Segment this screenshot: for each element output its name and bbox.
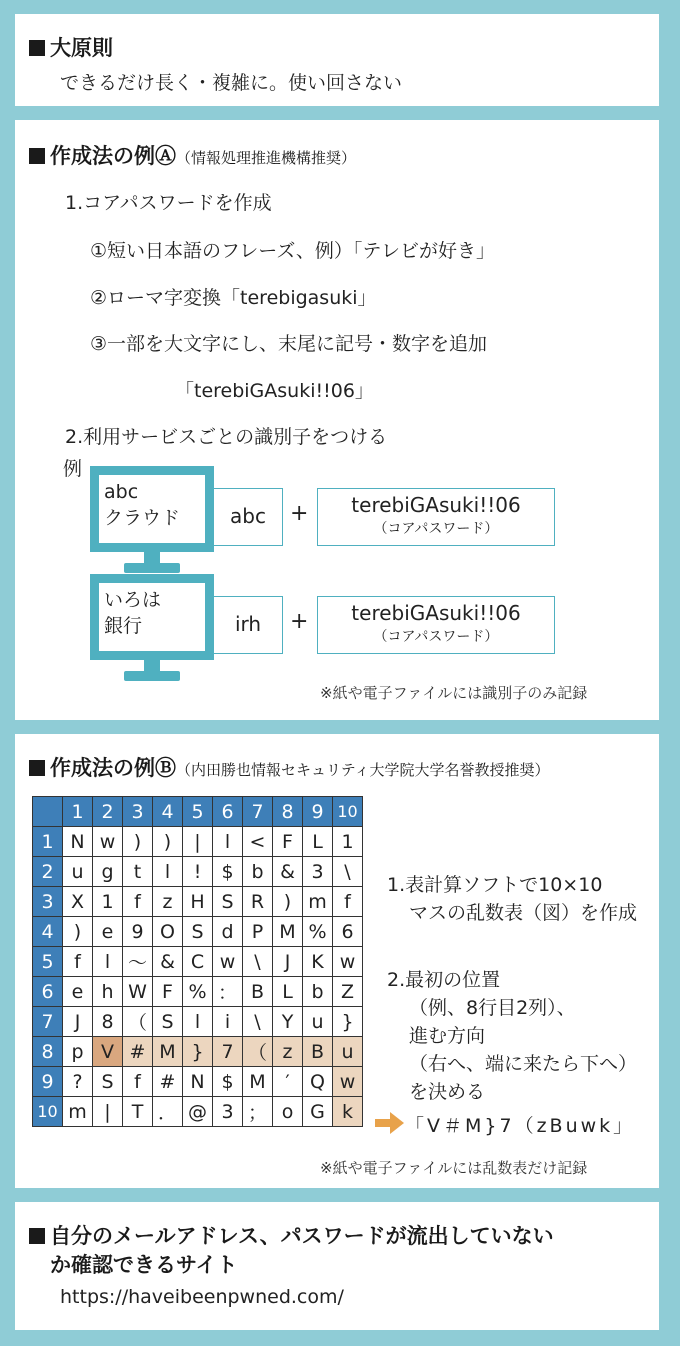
method-a-title: 作成法の例Ⓐ <box>50 144 176 168</box>
grid-cell: 3 <box>213 1097 243 1127</box>
grid-cell: （ <box>243 1037 273 1067</box>
square-bullet-icon <box>29 1228 45 1244</box>
grid-cell: u <box>333 1037 363 1067</box>
core-password-text: terebiGAsuki!!06 <box>351 493 521 517</box>
grid-header-row <box>33 797 363 827</box>
grid-cell: W <box>123 977 153 1007</box>
grid-cell: l <box>93 947 123 977</box>
grid-row-header: 9 <box>33 1067 63 1097</box>
monitor-base <box>124 671 180 681</box>
grid-cell: ． <box>153 1097 183 1127</box>
grid-row-header: 2 <box>33 857 63 887</box>
grid-cell: } <box>333 1007 363 1037</box>
method-b-note: ※紙や電子ファイルには乱数表だけ記録 <box>320 1159 588 1177</box>
grid-cell: b <box>243 857 273 887</box>
identifier-text: irh <box>234 612 262 636</box>
grid-cell: H <box>183 887 213 917</box>
core-password-note: （コアパスワード） <box>373 629 499 645</box>
method-a-sub3b: 「terebiGAsuki!!06」 <box>175 380 374 402</box>
grid-column-header: 3 <box>123 797 153 827</box>
method-a-step1 <box>65 188 272 215</box>
check-site-title-line1: 自分のメールアドレス、パスワードが流出していない <box>50 1224 554 1248</box>
grid-cell: X <box>63 887 93 917</box>
grid-cell: $ <box>213 857 243 887</box>
grid-cell: f <box>63 947 93 977</box>
grid-cell: 3 <box>303 857 333 887</box>
grid-cell: S <box>213 887 243 917</box>
arrow-right-icon <box>375 1112 405 1134</box>
grid-cell: R <box>243 887 273 917</box>
grid-row <box>33 887 363 917</box>
grid-cell: ： <box>213 977 243 1007</box>
grid-cell: k <box>333 1097 363 1127</box>
grid-row <box>33 1097 363 1127</box>
grid-cell: ～ <box>123 947 153 977</box>
method-a-subtitle: （情報処理推進機構推奨） <box>176 149 357 167</box>
grid-cell: e <box>63 977 93 1007</box>
example-label: 例 <box>63 458 83 480</box>
grid-cell: i <box>213 1007 243 1037</box>
method-b-step2-line2: （例、8行目2列）、 <box>409 997 576 1019</box>
grid-cell: < <box>243 827 273 857</box>
grid-row <box>33 917 363 947</box>
grid-cell: p <box>63 1037 93 1067</box>
grid-cell: B <box>243 977 273 1007</box>
grid-cell: l <box>183 1007 213 1037</box>
grid-row <box>33 827 363 857</box>
grid-cell: ) <box>153 827 183 857</box>
grid-cell: b <box>303 977 333 1007</box>
grid-cell: 7 <box>213 1037 243 1067</box>
grid-cell: f <box>123 887 153 917</box>
grid-cell: P <box>243 917 273 947</box>
grid-cell: l <box>213 827 243 857</box>
identifier-box <box>213 488 283 546</box>
principle-title: 大原則 <box>50 36 113 60</box>
method-a-heading <box>29 140 356 170</box>
grid-cell: d <box>213 917 243 947</box>
grid-cell: m <box>303 887 333 917</box>
grid-cell: f <box>333 887 363 917</box>
grid-cell: O <box>153 917 183 947</box>
method-a-step1-text: 1.コアパスワードを作成 <box>65 192 272 214</box>
method-a-note: ※紙や電子ファイルには識別子のみ記録 <box>320 684 588 702</box>
grid-cell: N <box>63 827 93 857</box>
grid-cell: l <box>153 857 183 887</box>
plus-sign: + <box>290 609 309 634</box>
grid-row-header: 3 <box>33 887 63 917</box>
grid-cell: o <box>273 1097 303 1127</box>
grid-cell: f <box>123 1067 153 1097</box>
grid-cell: S <box>93 1067 123 1097</box>
method-b-step2-line4: （右へ、端に来たら下へ） <box>409 1053 638 1075</box>
grid-cell: Q <box>303 1067 333 1097</box>
grid-column-header: 10 <box>333 797 363 827</box>
service-name-line1: いろは <box>104 589 162 611</box>
grid-row-header: 1 <box>33 827 63 857</box>
grid-cell: t <box>123 857 153 887</box>
grid-cell: # <box>153 1067 183 1097</box>
grid-cell: S <box>183 917 213 947</box>
grid-cell: g <box>93 857 123 887</box>
method-a-sub1: ①短い日本語のフレーズ、例）「テレビが好き」 <box>90 240 496 262</box>
method-b-result: 「V＃M}7（zBuwk」 <box>405 1115 636 1137</box>
grid-cell: N <box>183 1067 213 1097</box>
grid-corner-cell <box>33 797 63 827</box>
method-b-subtitle: （内田勝也情報セキュリティ大学院大学名誉教授推奨） <box>176 761 550 779</box>
grid-cell: Z <box>333 977 363 1007</box>
grid-cell: M <box>243 1067 273 1097</box>
grid-cell: z <box>273 1037 303 1067</box>
grid-cell: L <box>273 977 303 1007</box>
grid-cell: @ <box>183 1097 213 1127</box>
grid-cell: h <box>93 977 123 1007</box>
grid-cell: M <box>153 1037 183 1067</box>
grid-row-header: 10 <box>33 1097 63 1127</box>
grid-cell: （ <box>123 1007 153 1037</box>
grid-cell: ) <box>63 917 93 947</box>
grid-column-header: 6 <box>213 797 243 827</box>
grid-row <box>33 947 363 977</box>
random-number-table <box>32 796 363 1127</box>
grid-column-header: 8 <box>273 797 303 827</box>
square-bullet-icon <box>29 40 45 56</box>
grid-cell: F <box>273 827 303 857</box>
grid-cell: & <box>153 947 183 977</box>
grid-cell: $ <box>213 1067 243 1097</box>
grid-cell: z <box>153 887 183 917</box>
grid-cell: 1 <box>333 827 363 857</box>
grid-column-header: 9 <box>303 797 333 827</box>
grid-cell: 6 <box>333 917 363 947</box>
grid-column-header: 7 <box>243 797 273 827</box>
grid-cell: J <box>273 947 303 977</box>
method-b-step2-line1: 2.最初の位置 <box>387 969 501 991</box>
grid-cell: J <box>63 1007 93 1037</box>
grid-cell: \ <box>333 857 363 887</box>
monitor-base <box>124 563 180 573</box>
grid-cell: e <box>93 917 123 947</box>
core-password-note: （コアパスワード） <box>373 521 499 537</box>
core-password-box <box>317 488 555 546</box>
grid-row <box>33 857 363 887</box>
grid-cell: ′ <box>273 1067 303 1097</box>
grid-cell: 9 <box>123 917 153 947</box>
grid-cell: K <box>303 947 333 977</box>
grid-row-header: 8 <box>33 1037 63 1067</box>
grid-cell: ? <box>63 1067 93 1097</box>
grid-cell: L <box>303 827 333 857</box>
grid-cell: F <box>153 977 183 1007</box>
grid-row <box>33 977 363 1007</box>
square-bullet-icon <box>29 760 45 776</box>
method-a-step2: 2.利用サービスごとの識別子をつける <box>65 426 388 448</box>
grid-column-header: 4 <box>153 797 183 827</box>
square-bullet-icon <box>29 148 45 164</box>
service-name-line2: 銀行 <box>104 615 143 637</box>
check-site-box <box>15 1202 659 1330</box>
grid-cell: ) <box>273 887 303 917</box>
identifier-text: abc <box>230 504 266 528</box>
service-name-line2: クラウド <box>104 507 181 529</box>
grid-cell: B <box>303 1037 333 1067</box>
grid-column-header: 5 <box>183 797 213 827</box>
grid-row-header: 7 <box>33 1007 63 1037</box>
grid-cell: C <box>183 947 213 977</box>
grid-cell: u <box>303 1007 333 1037</box>
grid-cell: 8 <box>93 1007 123 1037</box>
grid-cell: V <box>93 1037 123 1067</box>
grid-cell: \ <box>243 1007 273 1037</box>
grid-row-header: 6 <box>33 977 63 1007</box>
grid-cell: & <box>273 857 303 887</box>
grid-cell: G <box>303 1097 333 1127</box>
grid-row-header: 5 <box>33 947 63 977</box>
grid-cell: | <box>93 1097 123 1127</box>
service-name-line1: abc <box>104 481 139 503</box>
grid-cell: M <box>273 917 303 947</box>
method-a-sub2: ②ローマ字変換「terebigasuki」 <box>90 287 377 309</box>
grid-cell: S <box>153 1007 183 1037</box>
grid-column-header: 1 <box>63 797 93 827</box>
grid-cell: 1 <box>93 887 123 917</box>
grid-cell: ； <box>243 1097 273 1127</box>
grid-cell: % <box>303 917 333 947</box>
grid-cell: u <box>63 857 93 887</box>
check-site-title-line2: か確認できるサイト <box>50 1253 238 1277</box>
method-b-box <box>15 734 659 1188</box>
grid-row <box>33 1007 363 1037</box>
grid-cell: ! <box>183 857 213 887</box>
check-site-heading <box>29 1220 554 1250</box>
grid-row-header: 4 <box>33 917 63 947</box>
grid-cell: m <box>63 1097 93 1127</box>
core-password-text: terebiGAsuki!!06 <box>351 601 521 625</box>
monitor-screen <box>90 574 214 660</box>
method-b-title: 作成法の例Ⓑ <box>50 756 176 780</box>
method-b-step1-line2: マスの乱数表（図）を作成 <box>409 902 638 924</box>
grid-cell: ) <box>123 827 153 857</box>
grid-column-header: 2 <box>93 797 123 827</box>
check-site-url[interactable]: https://haveibeenpwned.com/ <box>60 1286 344 1308</box>
grid-cell: \ <box>243 947 273 977</box>
grid-cell: w <box>333 1067 363 1097</box>
method-a-box <box>15 120 659 720</box>
principle-box <box>15 14 659 106</box>
grid-cell: w <box>213 947 243 977</box>
monitor-icon <box>90 466 214 576</box>
grid-cell: Y <box>273 1007 303 1037</box>
method-b-step2-line3: 進む方向 <box>409 1025 486 1047</box>
grid-cell: % <box>183 977 213 1007</box>
monitor-icon <box>90 574 214 684</box>
grid-row <box>33 1037 363 1067</box>
grid-cell: # <box>123 1037 153 1067</box>
monitor-screen <box>90 466 214 552</box>
plus-sign: + <box>290 501 309 526</box>
grid-cell: T <box>123 1097 153 1127</box>
grid-cell: } <box>183 1037 213 1067</box>
grid-row <box>33 1067 363 1097</box>
method-a-sub3: ③一部を大文字にし、末尾に記号・数字を追加 <box>90 333 488 355</box>
core-password-box <box>317 596 555 654</box>
method-b-heading <box>29 752 550 782</box>
principle-heading <box>29 32 113 62</box>
grid-cell: w <box>93 827 123 857</box>
method-b-step2-line5: を決める <box>409 1081 486 1103</box>
method-b-step1-line1-text: 1.表計算ソフトで10×10 <box>387 874 603 896</box>
principle-text: できるだけ長く・複雑に。使い回さない <box>60 72 403 94</box>
method-b-step1-line1 <box>387 870 602 897</box>
identifier-box <box>213 596 283 654</box>
grid-cell: | <box>183 827 213 857</box>
grid-cell: w <box>333 947 363 977</box>
